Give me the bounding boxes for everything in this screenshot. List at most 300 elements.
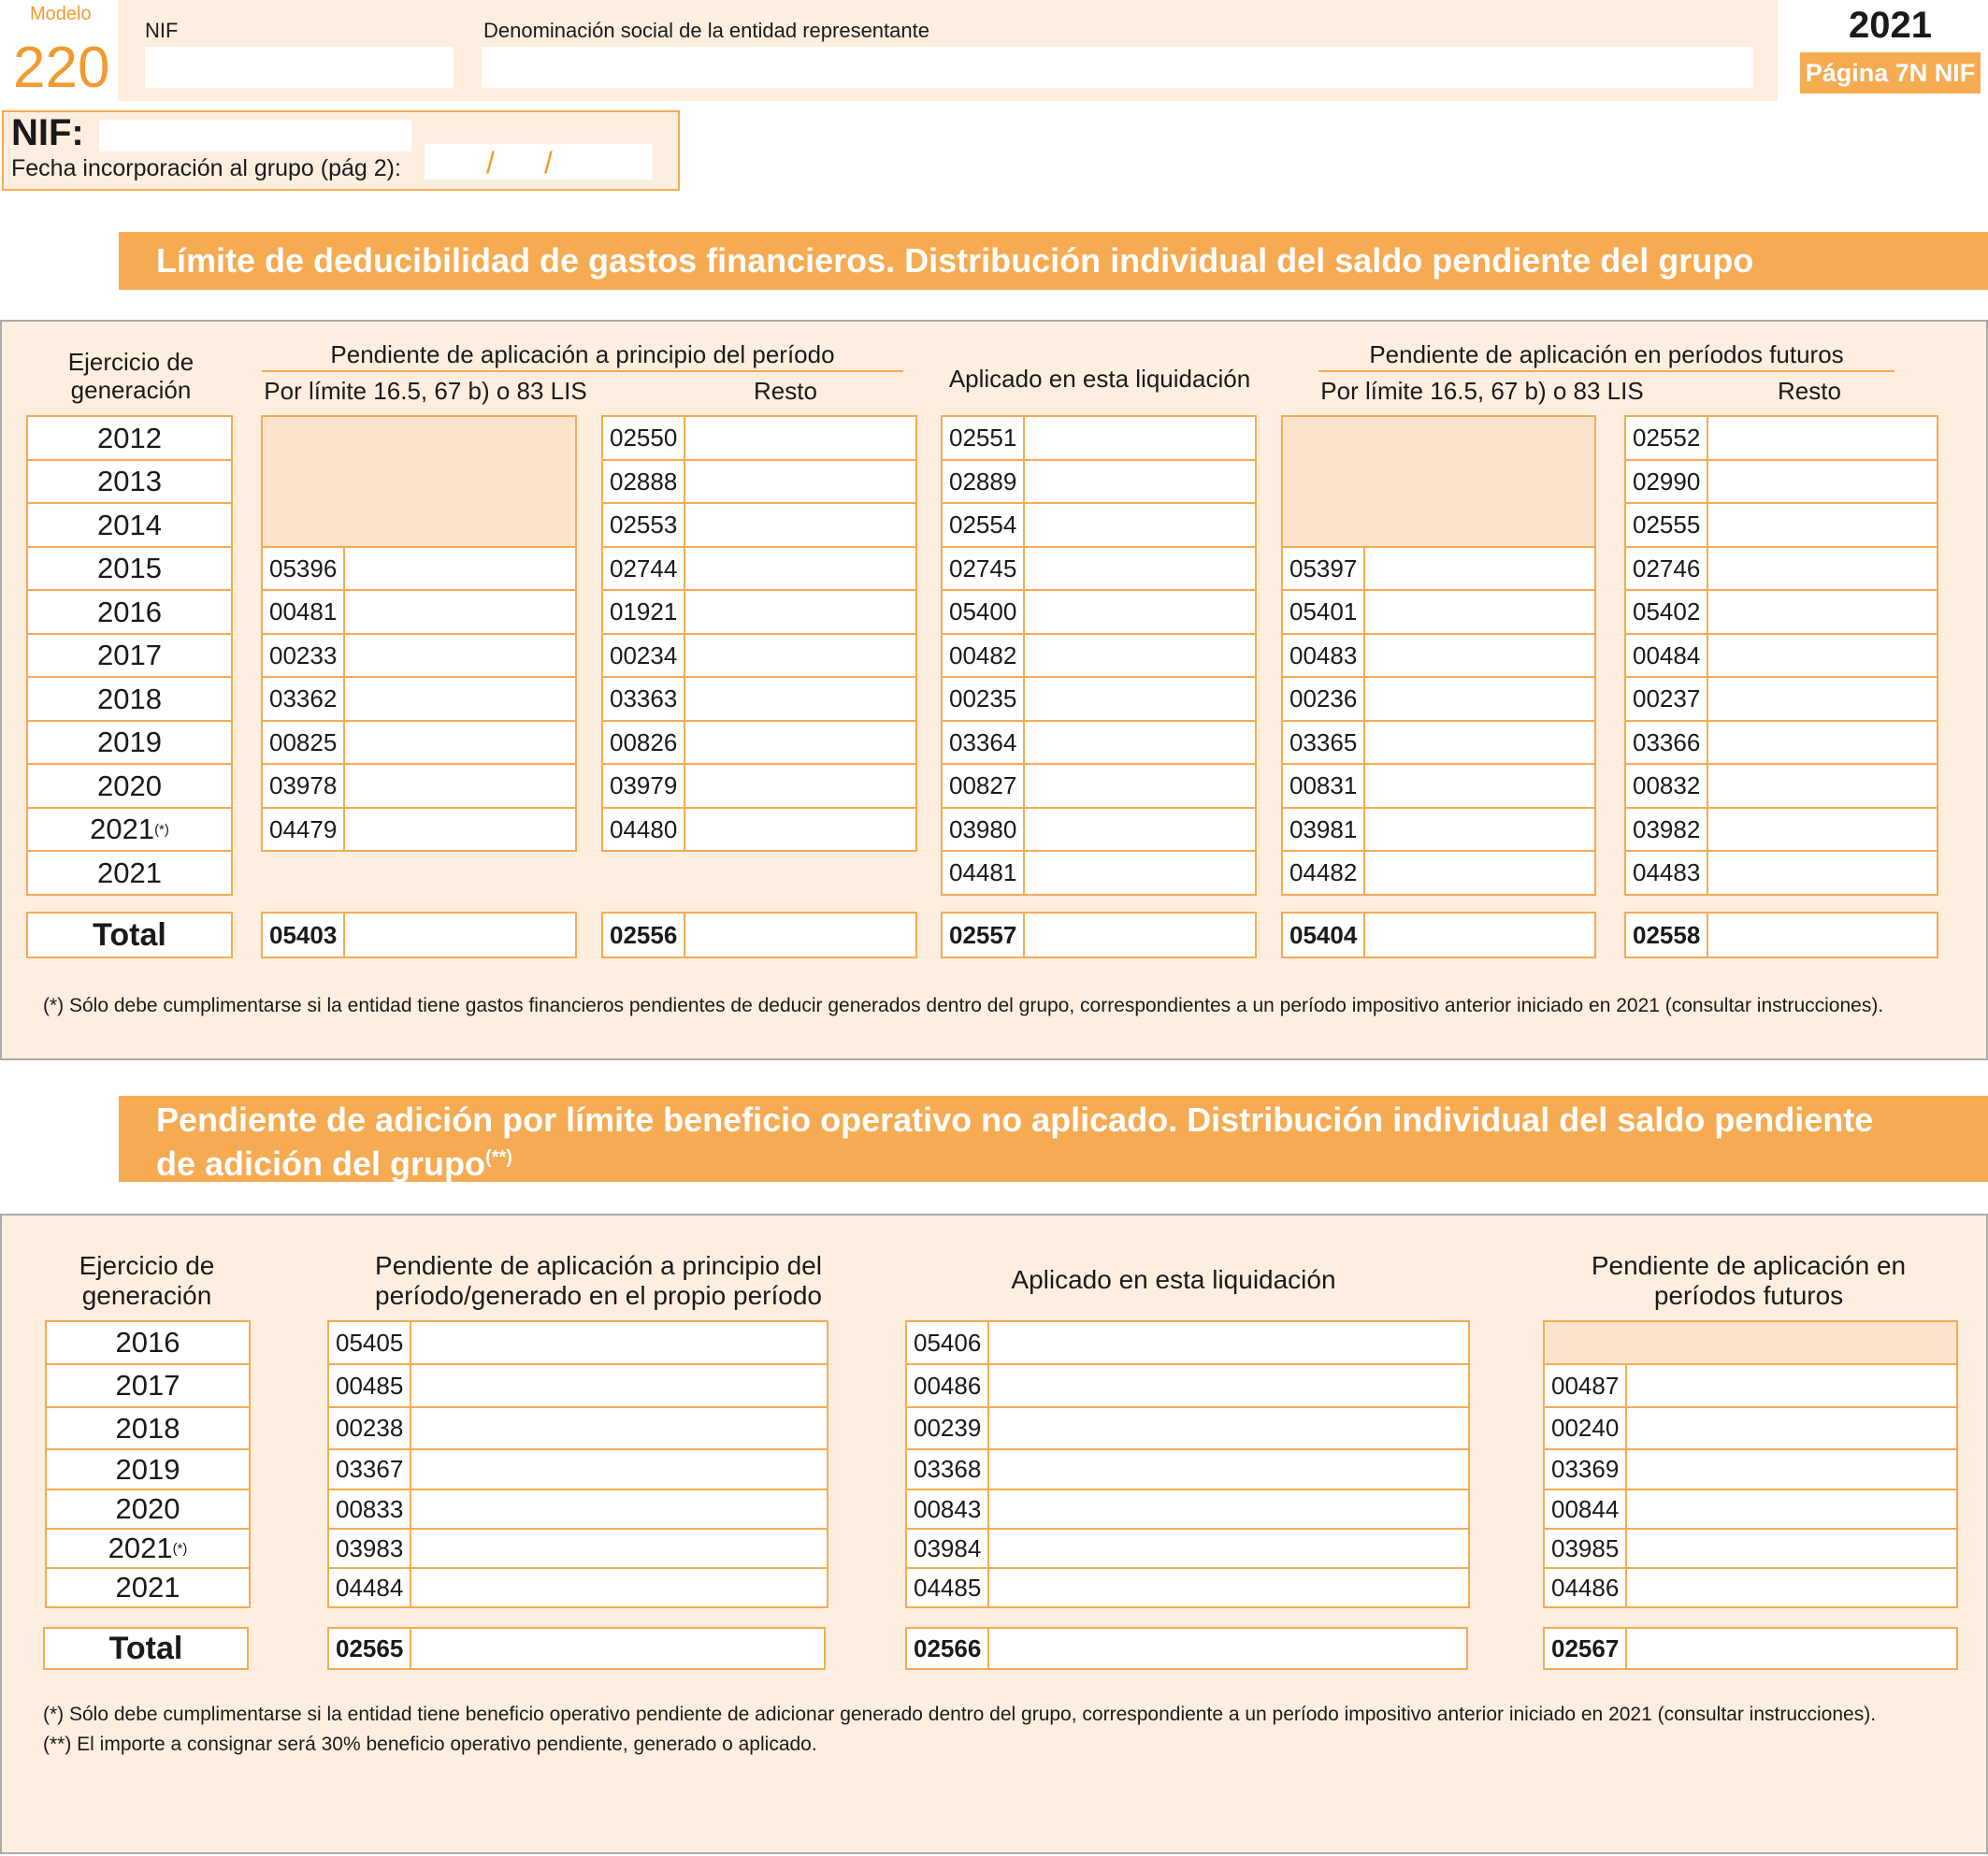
field-input[interactable] [1025, 504, 1255, 546]
s1-col-b-field [601, 502, 917, 548]
s1-col-d-field [1281, 763, 1596, 809]
s2-year-row [45, 1448, 251, 1490]
field-code: 02552 [1626, 417, 1708, 459]
field-code: 00484 [1626, 635, 1708, 676]
field-code: 02551 [943, 417, 1025, 459]
field-code: 00843 [907, 1490, 989, 1528]
year-label: 2016 [97, 595, 162, 628]
s1-col-c-field [941, 459, 1257, 504]
field-code: 05400 [943, 591, 1025, 633]
field-input[interactable] [1025, 591, 1255, 633]
s1-hdr-inicio-limite: Por límite 16.5, 67 b) o 83 LIS [264, 377, 587, 405]
field-input[interactable] [411, 1450, 827, 1489]
year-label: 2013 [97, 465, 162, 497]
section2-title-line2-wrap [156, 1139, 1988, 1183]
field-code: 00234 [603, 635, 685, 676]
s2-col-b-field [905, 1528, 1470, 1569]
s2-col-c-field [1543, 1489, 1958, 1530]
s1-col-a-field [261, 807, 577, 852]
modelo-number: 220 [13, 36, 110, 100]
field-input[interactable] [685, 765, 915, 807]
field-code: 04483 [1626, 852, 1708, 894]
field-input[interactable] [345, 722, 575, 763]
field-input[interactable] [1025, 635, 1255, 676]
s1-col-e-field [1624, 415, 1938, 461]
field-input[interactable] [1627, 1530, 1956, 1567]
field-code: 02746 [1626, 548, 1708, 589]
field-code: 03369 [1545, 1450, 1627, 1489]
field-input[interactable] [685, 635, 915, 676]
field-input[interactable] [1365, 548, 1594, 589]
denominacion-input[interactable] [482, 47, 1753, 88]
field-input[interactable] [345, 548, 575, 589]
field-input[interactable] [345, 635, 575, 676]
s1-year-row [26, 546, 233, 591]
s1-col-b-field [601, 459, 917, 504]
s1-hdr-aplicado: Aplicado en esta liquidación [948, 365, 1251, 393]
s1-year-row [26, 589, 233, 635]
field-code: 00481 [263, 591, 345, 633]
section1-title-text: Límite de deducibilidad de gastos financieros. Distribución individual del saldo pendiente del grupo [156, 241, 1754, 280]
year-label: 2021 [108, 1532, 173, 1564]
field-input[interactable] [1708, 809, 1937, 850]
s1-col-c-field [941, 415, 1257, 461]
field-code: 02990 [1626, 461, 1708, 502]
field-input[interactable] [685, 722, 915, 763]
section2-title [119, 1096, 1988, 1182]
field-code: 00482 [943, 635, 1025, 676]
s1-col-e-field [1624, 589, 1938, 635]
s2-year-row [45, 1489, 251, 1530]
field-code: 05401 [1283, 591, 1365, 633]
s2-col-c-field [1543, 1567, 1958, 1608]
s1-hdr-futuros: Pendiente de aplicación en períodos futuros [1318, 340, 1894, 372]
s1-year-row [26, 415, 233, 461]
field-input[interactable] [685, 548, 915, 589]
s1-hdr-inicio-resto: Resto [754, 377, 817, 405]
field-input[interactable] [1025, 914, 1255, 957]
s1-total-label [26, 912, 233, 958]
s2-col-b-field [905, 1489, 1470, 1530]
field-input[interactable] [1365, 765, 1594, 807]
field-code: 00487 [1545, 1365, 1627, 1406]
year-label: 2015 [97, 552, 162, 584]
s1-col-d-field [1281, 633, 1596, 678]
year-label: 2017 [115, 1369, 180, 1402]
field-code: 00833 [329, 1490, 411, 1528]
s2-col-b-field [905, 1406, 1470, 1450]
field-code: 00485 [329, 1365, 411, 1406]
field-input[interactable] [1708, 678, 1937, 720]
field-input[interactable] [1708, 914, 1937, 957]
s2-col-a-field [327, 1448, 828, 1490]
field-input[interactable] [685, 914, 915, 957]
page-label: Página 7N NIF [1800, 52, 1981, 94]
year-label: 2021 [1849, 5, 1932, 46]
section1-title [119, 232, 1988, 290]
field-input[interactable] [685, 461, 915, 502]
s1-col-d-shaded [1281, 415, 1596, 548]
field-input[interactable] [1627, 1569, 1956, 1606]
s1-col-a-field [261, 546, 577, 591]
field-code: 03364 [943, 722, 1025, 763]
s1-col-c-field [941, 502, 1257, 548]
s2-col-a-field [327, 1320, 828, 1365]
field-input[interactable] [1627, 1490, 1956, 1528]
nif-box-input[interactable] [99, 120, 411, 151]
field-input[interactable] [1708, 852, 1937, 894]
s1-hdr-futuros-limite: Por límite 16.5, 67 b) o 83 LIS [1320, 377, 1644, 405]
field-code: 00233 [263, 635, 345, 676]
year-label: Total [93, 916, 166, 953]
section2-title-line2: de adición del grupo [156, 1144, 486, 1183]
s1-col-e-field [1624, 807, 1938, 852]
field-code: 04480 [603, 809, 685, 850]
field-code: 03985 [1545, 1530, 1627, 1567]
field-code: 04482 [1283, 852, 1365, 894]
field-input[interactable] [1708, 504, 1937, 546]
field-input[interactable] [1708, 461, 1937, 502]
s1-col-e-field [1624, 763, 1938, 809]
field-input[interactable] [411, 1490, 827, 1528]
field-input[interactable] [685, 591, 915, 633]
field-code: 04486 [1545, 1569, 1627, 1606]
field-code: 02553 [603, 504, 685, 546]
field-code: 05403 [263, 914, 345, 957]
field-code: 01921 [603, 591, 685, 633]
field-input[interactable] [989, 1450, 1468, 1489]
year-label: 2019 [97, 726, 162, 758]
s2-year-row [45, 1363, 251, 1408]
field-input[interactable] [1025, 765, 1255, 807]
field-code: 04484 [329, 1569, 411, 1606]
field-input[interactable] [411, 1408, 827, 1448]
s1-col-e-field [1624, 633, 1938, 678]
field-code: 02557 [943, 914, 1025, 957]
s1-col-b-field [601, 415, 917, 461]
field-input[interactable] [1708, 635, 1937, 676]
field-input[interactable] [1708, 548, 1937, 589]
s1-hdr-futuros-resto: Resto [1778, 377, 1841, 405]
s1-col-c-field [941, 546, 1257, 591]
field-input[interactable] [685, 417, 915, 459]
field-code: 03982 [1626, 809, 1708, 850]
field-code: 02556 [603, 914, 685, 957]
field-code: 02567 [1545, 1629, 1627, 1668]
field-input[interactable] [989, 1569, 1468, 1606]
s1-col-d-field [1281, 850, 1596, 896]
s2-col-c-field [1543, 1406, 1958, 1450]
field-input[interactable] [989, 1322, 1468, 1363]
year-label: 2020 [97, 769, 162, 802]
field-input[interactable] [989, 1408, 1468, 1448]
s2-hdr-futuros: Pendiente de aplicación en períodos futuros [1591, 1251, 1907, 1310]
s1-col-a-field [261, 676, 577, 722]
field-input[interactable] [345, 809, 575, 850]
year-label: 2019 [115, 1452, 180, 1486]
field-code: 00827 [943, 765, 1025, 807]
fecha-input[interactable] [425, 144, 653, 180]
field-code: 00826 [603, 722, 685, 763]
s2-footnote-1: (*) Sólo debe cumplimentarse si la entidad tiene beneficio operativo pendiente de adicionar generado dentro del grupo, correspondiente a un período impositivo anterior iniciado en 2021 (consultar instrucciones). [43, 1704, 1877, 1725]
s2-total-field [1543, 1627, 1958, 1670]
field-code: 00236 [1283, 678, 1365, 720]
field-code: 00238 [329, 1408, 411, 1448]
field-input[interactable] [989, 1365, 1468, 1406]
field-input[interactable] [345, 591, 575, 633]
s1-hdr-inicio: Pendiente de aplicación a principio del período [262, 340, 903, 372]
field-input[interactable] [411, 1569, 827, 1606]
field-code: 04485 [907, 1569, 989, 1606]
s2-col-c-field [1543, 1448, 1958, 1490]
s1-col-b-field [601, 676, 917, 722]
s2-col-a-field [327, 1406, 828, 1450]
field-input[interactable] [411, 1629, 824, 1668]
field-input[interactable] [1365, 635, 1594, 676]
field-input[interactable] [345, 678, 575, 720]
s1-col-a-shaded [261, 415, 577, 548]
nif-label: NIF [145, 19, 179, 42]
s1-col-c-field [941, 676, 1257, 722]
field-code: 05405 [329, 1322, 411, 1363]
s2-hdr-ejercicio: Ejercicio de generación [79, 1251, 215, 1310]
s2-col-c-field [1543, 1363, 1958, 1408]
s1-col-e-field [1624, 676, 1938, 722]
field-input[interactable] [1708, 591, 1937, 633]
s1-col-e-field [1624, 546, 1938, 591]
s1-total-field [1281, 912, 1596, 958]
s1-col-d-field [1281, 546, 1596, 591]
field-code: 00483 [1283, 635, 1365, 676]
s2-total-field [905, 1627, 1468, 1670]
field-code: 03363 [603, 678, 685, 720]
s1-col-c-field [941, 589, 1257, 635]
s1-footnote: (*) Sólo debe cumplimentarse si la entidad tiene gastos financieros pendientes de deducir generados dentro del grupo, correspondientes a un período impositivo anterior iniciado en 2021 (consultar instrucciones). [43, 995, 1884, 1016]
year-label: 2021 [97, 856, 162, 889]
field-input[interactable] [1627, 1408, 1956, 1448]
year-label: 2014 [97, 508, 162, 541]
s1-col-b-field [601, 720, 917, 765]
field-code: 02555 [1626, 504, 1708, 546]
field-input[interactable] [1025, 809, 1255, 850]
field-input[interactable] [1627, 1450, 1956, 1489]
field-code: 00486 [907, 1365, 989, 1406]
field-input[interactable] [1365, 914, 1594, 957]
s1-col-a-field [261, 633, 577, 678]
s1-col-e-field [1624, 850, 1938, 896]
s1-year-row [26, 502, 233, 548]
s2-col-c-field [1543, 1528, 1958, 1569]
section2-title-line1: Pendiente de adición por límite beneficio operativo no aplicado. Distribución individual del saldo pendiente [156, 1101, 1874, 1139]
field-input[interactable] [989, 1490, 1468, 1528]
s1-col-d-field [1281, 676, 1596, 722]
year-label: Total [108, 1630, 183, 1666]
s1-col-e-field [1624, 459, 1938, 504]
s1-col-a-field [261, 720, 577, 765]
s1-col-b-field [601, 633, 917, 678]
field-code: 02554 [943, 504, 1025, 546]
s2-year-row [45, 1567, 251, 1608]
s2-total-label [43, 1627, 249, 1670]
field-input[interactable] [1025, 461, 1255, 502]
s1-col-a-field [261, 763, 577, 809]
s1-col-e-field [1624, 502, 1938, 548]
field-code: 02888 [603, 461, 685, 502]
field-input[interactable] [989, 1530, 1468, 1567]
s2-year-row [45, 1320, 251, 1365]
s2-col-b-field [905, 1567, 1470, 1608]
field-input[interactable] [1365, 852, 1594, 894]
s1-col-d-field [1281, 807, 1596, 852]
field-input[interactable] [1365, 722, 1594, 763]
year-asterisk: (*) [172, 1540, 188, 1557]
s1-col-a-field [261, 589, 577, 635]
s2-hdr-aplicado: Aplicado en esta liquidación [1011, 1265, 1336, 1294]
year-label: 2020 [115, 1492, 180, 1525]
field-code: 00235 [943, 678, 1025, 720]
s1-col-c-field [941, 850, 1257, 896]
year-label: 2012 [97, 421, 162, 454]
s1-col-d-field [1281, 720, 1596, 765]
s1-total-field [941, 912, 1257, 958]
field-code: 05402 [1626, 591, 1708, 633]
field-input[interactable] [1025, 548, 1255, 589]
denominacion-label: Denominación social de la entidad representante [483, 19, 929, 42]
field-input[interactable] [1627, 1365, 1956, 1406]
s1-total-field [601, 912, 917, 958]
field-code: 03365 [1283, 722, 1365, 763]
field-code: 03368 [907, 1450, 989, 1489]
year-label: 2018 [115, 1411, 180, 1445]
field-input[interactable] [345, 765, 575, 807]
s2-col-a-field [327, 1528, 828, 1569]
s1-col-b-field [601, 546, 917, 591]
s2-col-b-field [905, 1448, 1470, 1490]
s2-col-c-shaded [1543, 1320, 1958, 1365]
nif-box-label: NIF: [11, 112, 84, 153]
s2-year-row [45, 1406, 251, 1450]
s1-col-b-field [601, 763, 917, 809]
nif-input[interactable] [145, 47, 454, 88]
s2-hdr-inicio: Pendiente de aplicación a principio del período/generado en el propio período [375, 1251, 822, 1310]
field-input[interactable] [411, 1365, 827, 1406]
s1-col-e-field [1624, 720, 1938, 765]
s1-col-d-field [1281, 589, 1596, 635]
field-code: 00825 [263, 722, 345, 763]
fecha-label: Fecha incorporación al grupo (pág 2): [11, 155, 401, 181]
field-input[interactable] [1025, 678, 1255, 720]
field-code: 02566 [907, 1629, 989, 1668]
field-input[interactable] [411, 1530, 827, 1567]
field-code: 02744 [603, 548, 685, 589]
field-input[interactable] [411, 1322, 827, 1363]
field-code: 00240 [1545, 1408, 1627, 1448]
field-input[interactable] [1708, 417, 1937, 459]
modelo-label: Modelo [30, 4, 92, 24]
s1-year-row [26, 633, 233, 678]
field-code: 02565 [329, 1629, 411, 1668]
s1-hdr-ejercicio: Ejercicio de generación [67, 348, 194, 404]
s1-year-row [26, 676, 233, 722]
field-code: 00832 [1626, 765, 1708, 807]
field-code: 00239 [907, 1408, 989, 1448]
s2-col-a-field [327, 1567, 828, 1608]
field-input[interactable] [1708, 765, 1937, 807]
s2-col-b-field [905, 1320, 1470, 1365]
field-code: 03983 [329, 1530, 411, 1567]
s2-footnote-2: (**) El importe a consignar será 30% beneficio operativo pendiente, generado o aplicado. [43, 1734, 817, 1755]
field-input[interactable] [345, 914, 575, 957]
field-code: 03366 [1626, 722, 1708, 763]
field-input[interactable] [685, 504, 915, 546]
date-sep-1: / [486, 146, 495, 180]
s1-year-row [26, 807, 233, 852]
field-code: 03981 [1283, 809, 1365, 850]
field-input[interactable] [1627, 1629, 1956, 1668]
field-code: 03984 [907, 1530, 989, 1567]
year-label: 2018 [97, 682, 162, 715]
s2-col-a-field [327, 1489, 828, 1530]
field-code: 05406 [907, 1322, 989, 1363]
section2-title-sup: (**) [485, 1147, 512, 1168]
field-code: 04481 [943, 852, 1025, 894]
field-code: 02550 [603, 417, 685, 459]
field-input[interactable] [1365, 809, 1594, 850]
s1-col-b-field [601, 807, 917, 852]
field-code: 05397 [1283, 548, 1365, 589]
field-input[interactable] [1365, 678, 1594, 720]
s1-col-c-field [941, 633, 1257, 678]
s1-year-row [26, 850, 233, 896]
s2-year-row [45, 1528, 251, 1569]
field-code: 03978 [263, 765, 345, 807]
field-code: 02745 [943, 548, 1025, 589]
field-code: 03367 [329, 1450, 411, 1489]
field-code: 00237 [1626, 678, 1708, 720]
field-input[interactable] [685, 809, 915, 850]
field-code: 00844 [1545, 1490, 1627, 1528]
s1-col-c-field [941, 807, 1257, 852]
s2-col-a-field [327, 1363, 828, 1408]
field-code: 02558 [1626, 914, 1708, 957]
year-label: 2021 [115, 1571, 180, 1604]
field-input[interactable] [1025, 722, 1255, 763]
s2-col-b-field [905, 1363, 1470, 1408]
field-code: 00831 [1283, 765, 1365, 807]
year-label: 2017 [97, 639, 162, 671]
field-code: 05396 [263, 548, 345, 589]
field-code: 03980 [943, 809, 1025, 850]
field-input[interactable] [1025, 417, 1255, 459]
field-input[interactable] [989, 1629, 1466, 1668]
s1-total-field [1624, 912, 1938, 958]
field-code: 03979 [603, 765, 685, 807]
field-input[interactable] [1708, 722, 1937, 763]
s2-total-field [327, 1627, 826, 1670]
field-code: 05404 [1283, 914, 1365, 957]
s1-year-row [26, 459, 233, 504]
field-input[interactable] [1365, 591, 1594, 633]
field-input[interactable] [685, 678, 915, 720]
field-input[interactable] [1025, 852, 1255, 894]
field-code: 04479 [263, 809, 345, 850]
s1-year-row [26, 763, 233, 809]
field-code: 02889 [943, 461, 1025, 502]
s1-total-field [261, 912, 577, 958]
year-label: 2021 [90, 813, 155, 845]
year-asterisk: (*) [154, 821, 169, 838]
s1-col-c-field [941, 763, 1257, 809]
